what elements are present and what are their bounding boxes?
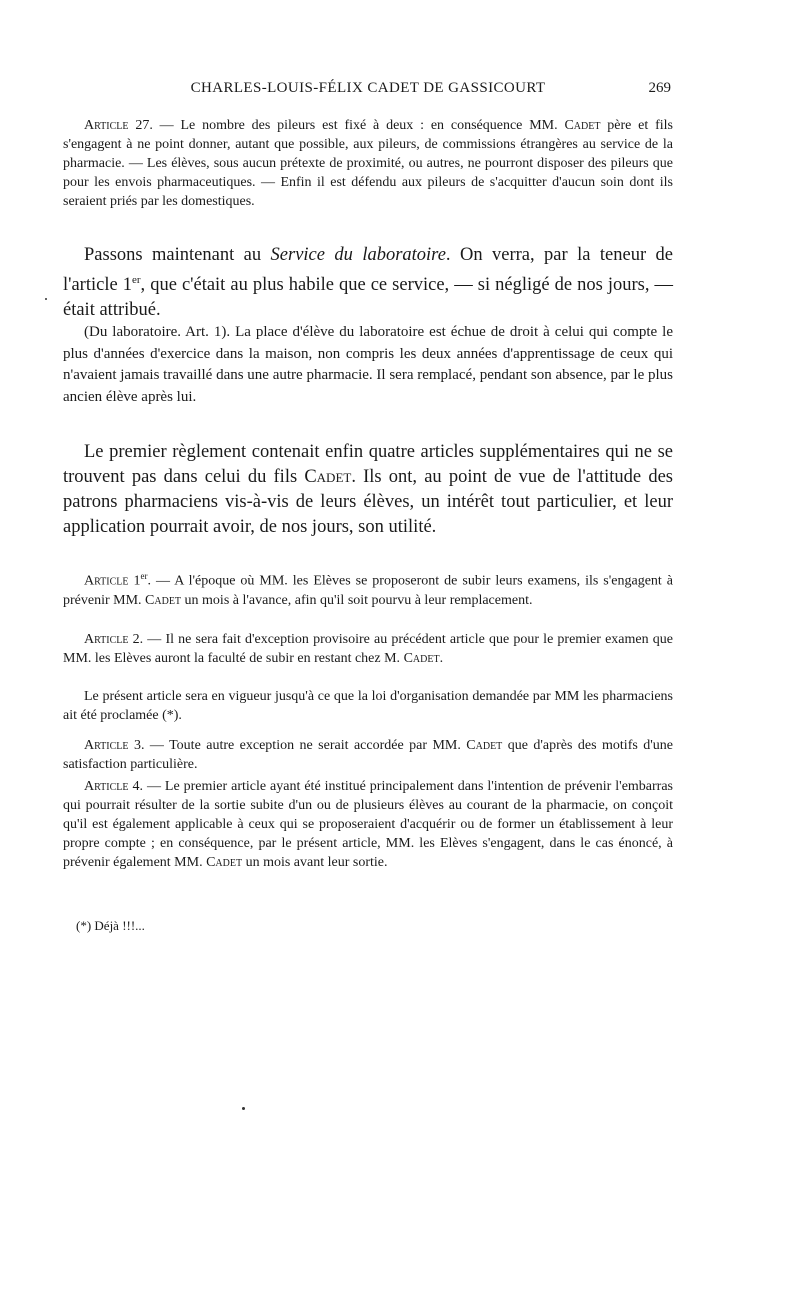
paragraph-article-2 — [63, 630, 673, 668]
running-title: CHARLES-LOUIS-FÉLIX CADET DE GASSICOURT — [190, 80, 546, 96]
article-label: Article — [84, 573, 129, 589]
page-number: 269 — [648, 80, 671, 96]
page-header — [63, 80, 673, 102]
laboratoire-text: (Du laboratoire. Art. 1). La place d'élève du laboratoire est échue de droit à celui qui compte le plus d'années d'exercice dans la maison, non compris les deux années d'apprentissage de ceux qui n'avaient jamais travaillé dans une autre pharmacie. Il sera remplacé, pendant son absence, par le plus ancien élève après lui. — [63, 324, 673, 405]
superscript-er: er — [140, 571, 148, 581]
article-label: Article — [84, 738, 129, 753]
paragraph-article-1 — [63, 567, 673, 610]
cadet-name: Cadet — [564, 118, 601, 133]
paragraph-article-3 — [63, 736, 673, 774]
text-after: , que c'était au plus habile que ce service, — si négligé de nos jours, — était attribué. — [63, 275, 674, 321]
text-before: 2. — Il ne sera fait d'exception provisoire au précédent article que pour le premier examen que MM. les Elèves auront la faculté de subir en restant chez M. — [63, 632, 673, 666]
text-before: Le premier règlement contenait enfin quatre articles supplémentaires qui ne se trouvent pas dans celui du fils — [63, 442, 673, 487]
text-after: un mois avant leur sortie. — [242, 855, 388, 870]
cadet-name: Cadet — [206, 855, 243, 870]
paragraph-du-laboratoire — [63, 322, 673, 408]
italic-title: Service du laboratoire — [270, 245, 446, 265]
paragraph-premier-reglement — [63, 440, 673, 540]
text-mid: . On verra, par la teneur de l'article 1 — [63, 245, 673, 296]
paragraph-service-laboratoire — [63, 243, 673, 323]
text-before: . — A l'époque où MM. les Elèves se proposeront de subir leurs examens, ils s'engagent à prévenir MM. — [63, 573, 674, 608]
paragraph-article-4 — [63, 777, 673, 872]
article-label: Article — [84, 632, 129, 647]
article-number: 1 — [128, 573, 141, 589]
article-label: Article — [84, 118, 129, 133]
text-after: un mois à l'avance, afin qu'il soit pourvu à leur remplacement. — [181, 592, 533, 608]
article-label: Article — [84, 779, 129, 794]
superscript-er: er — [131, 274, 141, 286]
ink-speck — [242, 1107, 245, 1110]
paragraph-article-2-continued — [63, 687, 673, 725]
ink-speck — [45, 298, 47, 300]
text-before: 4. — Le premier article ayant été institué principalement dans l'intention de prévenir l'embarras qui pourrait résulter de la sortie subite d'un ou de plusieurs élèves au courant de la pharmacie, on conçoit qu'il est également applicable à ceux qui se proposeraient d'acquérir ou de former un établissement à leur propre compte ; en conséquence, par le présent article, MM. les Elèves s'engagent, dans le cas énoncé, à prévenir également MM. — [63, 779, 673, 870]
footnote: (*) Déjà !!!... — [76, 918, 145, 933]
text-after: . — [439, 651, 444, 666]
text-before: Passons maintenant au — [84, 245, 271, 265]
text-before: 3. — Toute autre exception ne serait accordée par MM. — [128, 738, 467, 753]
cadet-name: Cadet — [403, 651, 440, 666]
article-text: père et fils s'engagent à ne point donner, autant que possible, aux pileurs, de commissions étrangères au service de la pharmacie. — Les élèves, sous aucun prétexte de proximité, ou autres, ne pourront disposer des pileurs que pour les envois pharmaceutiques. — Enfin il est défendu aux pileurs de s'acquitter d'aucun soin dont ils seraient priés par les domestiques. — [63, 118, 673, 209]
cadet-name: Cadet — [466, 738, 503, 753]
cadet-name: Cadet — [304, 467, 352, 487]
cadet-name: Cadet — [145, 592, 182, 608]
text-after: que d'après des motifs d'une satisfaction particulière. — [63, 738, 673, 772]
paragraph-article-27 — [63, 116, 673, 211]
article-2-continued-text: Le présent article sera en vigueur jusqu'à ce que la loi d'organisation demandée par MM les pharmaciens ait été proclamée (*). — [63, 689, 673, 723]
article-number-text: 27. — Le nombre des pileurs est fixé à deux : en conséquence MM. — [128, 118, 565, 133]
text-after: . Ils ont, au point de vue de l'attitude des patrons pharmaciens vis-à-vis de leurs élèves, un intérêt tout particulier, et leur application pourrait avoir, de nos jours, son utilité. — [63, 467, 673, 537]
